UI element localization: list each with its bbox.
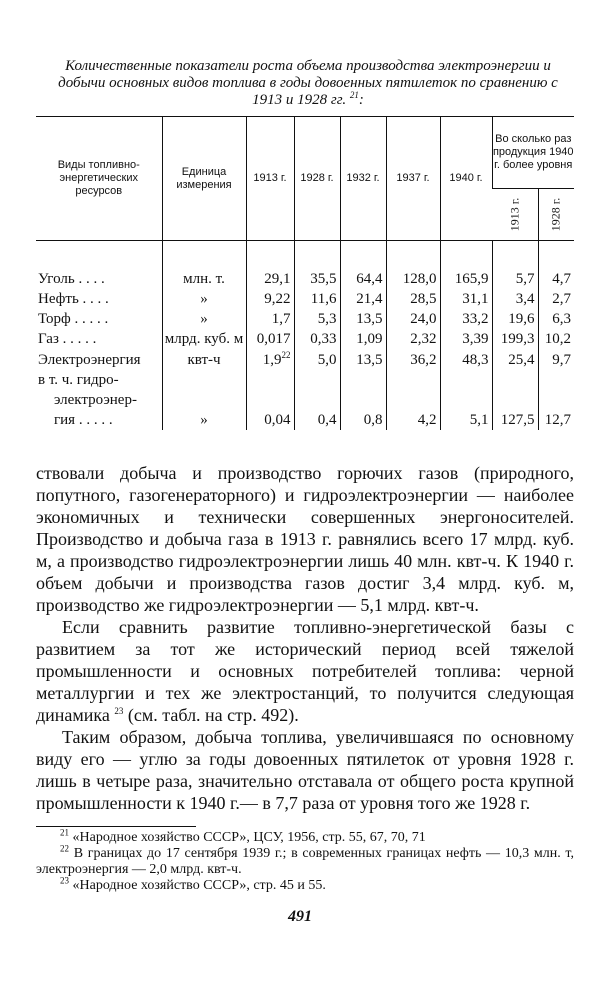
cell: 33,2 xyxy=(440,309,492,329)
paragraph-3: Таким образом, добыча топлива, увеличившаяся по основному виду его — углю за годы довоенных пятилеток от уровня 1928 г. лишь в четыре раза, значительно отставала от общего роста крупной промышленности к 1940 г.— в 7,7 раза от уровня того же 1928 г. xyxy=(36,727,574,813)
cell: 5,7 xyxy=(492,269,538,289)
cell: 0,33 xyxy=(294,329,340,350)
cell: 199,3 xyxy=(492,329,538,350)
row-oil-name: Нефть . . . . xyxy=(38,291,109,307)
header-year-1940: 1940 г. xyxy=(440,117,492,241)
cell: 25,4 xyxy=(492,350,538,370)
row-electricity-unit: квт-ч xyxy=(162,350,246,370)
cell: 24,0 xyxy=(386,309,440,329)
cell: 1,09 xyxy=(340,329,386,350)
header-ratio: Во сколько раз продукция 1940 г. более уровня xyxy=(492,117,574,189)
cell: 127,5 xyxy=(492,410,538,430)
table-caption xyxy=(58,58,558,109)
cell: $1,9^{22}$ xyxy=(246,350,294,370)
row-gas-name: Газ . . . . . xyxy=(38,331,97,347)
cell: 9,22 xyxy=(246,289,294,309)
cell: 3,39 xyxy=(440,329,492,350)
cell: 9,7 xyxy=(538,350,574,370)
caption-colon: : xyxy=(358,92,364,108)
row-gas-unit: млрд. куб. м xyxy=(162,329,246,350)
cell: 11,6 xyxy=(294,289,340,309)
row-oil-unit: » xyxy=(162,289,246,309)
row-coal-name: Уголь . . . . xyxy=(38,271,105,287)
caption-footnote-ref: 21 xyxy=(349,90,359,100)
cell: 64,4 xyxy=(340,269,386,289)
header-year-1913: 1913 г. xyxy=(246,117,294,241)
table-row xyxy=(36,350,574,370)
cell: 13,5 xyxy=(340,309,386,329)
cell: 0,4 xyxy=(294,410,340,430)
cell: 10,2 xyxy=(538,329,574,350)
row-hydro-name-1: в т. ч. гидро- xyxy=(38,372,119,388)
cell: 128,0 xyxy=(386,269,440,289)
table-row xyxy=(36,329,574,350)
cell: 0,8 xyxy=(340,410,386,430)
cell: 1,7 xyxy=(246,309,294,329)
row-hydro-name-3: гия . . . . . xyxy=(54,412,113,428)
cell: 5,0 xyxy=(294,350,340,370)
header-ratio-1928: 1928 г. xyxy=(538,189,574,241)
cell: 13,5 xyxy=(340,350,386,370)
header-year-1937: 1937 г. xyxy=(386,117,440,241)
cell: 21,4 xyxy=(340,289,386,309)
cell: 36,2 xyxy=(386,350,440,370)
cell: 165,9 xyxy=(440,269,492,289)
cell: 0,017 xyxy=(246,329,294,350)
cell: 31,1 xyxy=(440,289,492,309)
cell: 2,32 xyxy=(386,329,440,350)
body-text xyxy=(36,462,574,814)
table-row xyxy=(36,289,574,309)
row-peat-unit: » xyxy=(162,309,246,329)
footnote-22: $^{22}$ В границах до 17 сентября 1939 г.; в современных границах нефть — 10,3 млн. т, электроэнергия — 2,0 млрд. квт-ч. xyxy=(36,843,574,877)
row-hydro-unit: » xyxy=(162,410,246,430)
cell: 19,6 xyxy=(492,309,538,329)
row-hydro-name-2: электроэнер- xyxy=(54,392,137,408)
caption-text: Количественные показатели роста объема производства электроэнергии и добычи основных видов топлива в годы довоенных пятилеток по сравнению с 1913 и 1928 гг. xyxy=(58,58,558,108)
row-coal-unit: млн. т. xyxy=(162,269,246,289)
paragraph-2: Если сравнить развитие топливно-энергетической базы с развитием за тот же исторический период всей тяжелой промышленности и основных потребителей топлива: черной металлургии и тех же электростанций, то получится следующая динамика $^{23}$ (см. табл. на стр. 492). xyxy=(36,617,574,725)
table-row xyxy=(36,269,574,289)
table-row xyxy=(36,370,574,390)
cell: 5,1 xyxy=(440,410,492,430)
cell: 12,7 xyxy=(538,410,574,430)
energy-resources-table xyxy=(36,116,574,430)
table-row xyxy=(36,390,574,410)
header-year-1928: 1928 г. xyxy=(294,117,340,241)
header-year-1932: 1932 г. xyxy=(340,117,386,241)
cell: 4,7 xyxy=(538,269,574,289)
cell: 4,2 xyxy=(386,410,440,430)
cell: 2,7 xyxy=(538,289,574,309)
cell: 6,3 xyxy=(538,309,574,329)
cell: 5,3 xyxy=(294,309,340,329)
cell: 28,5 xyxy=(386,289,440,309)
footnote-21: $^{21}$ «Народное хозяйство СССР», ЦСУ, 1956, стр. 55, 67, 70, 71 xyxy=(60,827,426,845)
header-ratio-1913: 1913 г. xyxy=(492,189,538,241)
cell: 29,1 xyxy=(246,269,294,289)
page-number: 491 xyxy=(288,908,312,925)
table-row xyxy=(36,410,574,430)
row-electricity-name: Электроэнергия xyxy=(38,352,141,368)
table-row xyxy=(36,309,574,329)
cell: 3,4 xyxy=(492,289,538,309)
cell: 35,5 xyxy=(294,269,340,289)
cell: 48,3 xyxy=(440,350,492,370)
cell: 0,04 xyxy=(246,410,294,430)
paragraph-1: ствовали добыча и производство горючих газов (природного, попутного, газогенераторного) и гидроэлектроэнергии — наиболее экономичных и технически совершенных энергоносителей. Производство и добыча газа в 1913 г. равнялись всего 17 млрд. куб. м, а производство гидроэлектроэнергии лишь 40 млн. квт-ч. К 1940 г. объем добычи и производства газов достиг 3,4 млрд. куб. м, производство же гидроэлектроэнергии — 5,1 млрд. квт-ч. xyxy=(36,463,574,615)
footnotes xyxy=(36,827,574,894)
row-peat-name: Торф . . . . . xyxy=(38,311,109,327)
header-resource: Виды топливно-энергетических ресурсов xyxy=(36,117,162,241)
electricity-footnote-ref: 22 xyxy=(281,350,291,360)
footnote-23: $^{23}$ «Народное хозяйство СССР», стр. 45 и 55. xyxy=(60,875,326,893)
paragraph-2-footnote-ref: 23 xyxy=(114,706,124,716)
header-unit: Единица измерения xyxy=(162,117,246,241)
